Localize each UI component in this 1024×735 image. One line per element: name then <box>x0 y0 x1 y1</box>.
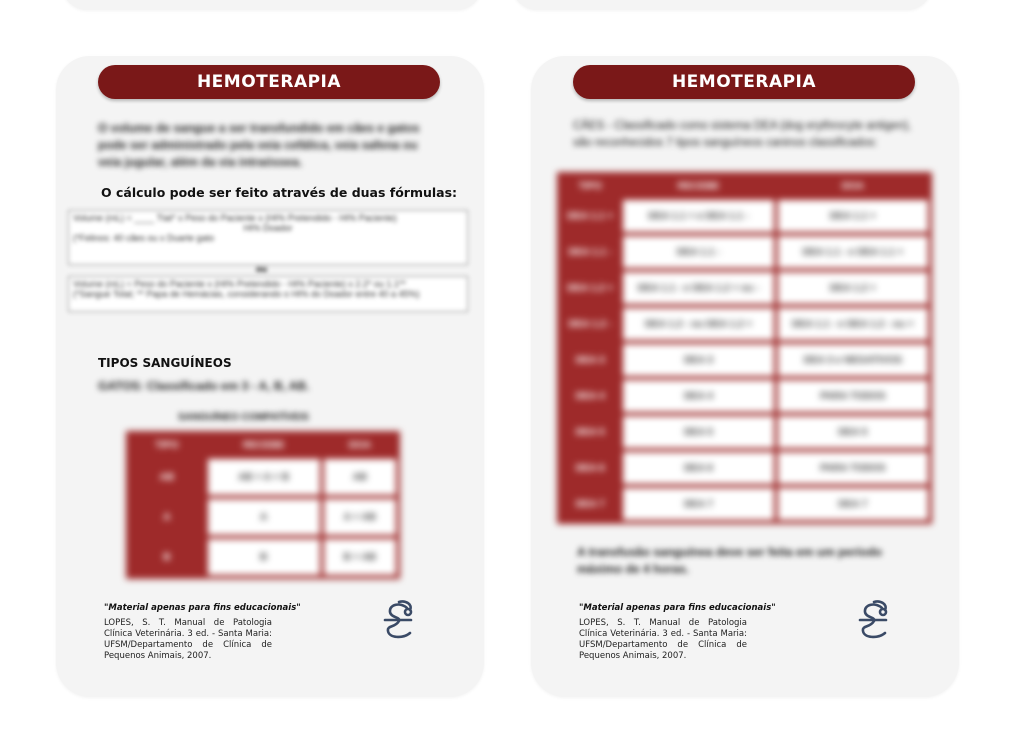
formula-or: ou <box>256 264 267 274</box>
table-cell: DEA 7 <box>778 488 928 520</box>
table-cell: DEA 1.1 - e DEA 1.1 + <box>778 236 928 268</box>
formula1-line1: Volume (mL) = ____ Ttat* x Peso do Paciente x (Ht% Pretendido - Ht% Paciente) <box>73 213 397 223</box>
transfusion-note: A transfusão sanguínea deve ser feita em um período máximo de 4 horas. <box>577 545 882 576</box>
table-cell: PARA TODOS <box>778 380 928 412</box>
table-cell: DEA 3 <box>561 344 619 376</box>
col-header: DOA <box>348 439 371 451</box>
table-cell: DEA 7 <box>561 488 619 520</box>
cats-line: GATOS: Classificado em 3 - A, B, AB. <box>98 379 310 393</box>
col-header: RECEBE <box>677 180 720 192</box>
credit-title: "Material apenas para fins educacionais" <box>104 603 301 613</box>
table-cell: DEA 1.2 - ou DEA 1.2 + <box>623 308 773 340</box>
table-cell: DEA 4 <box>623 380 773 412</box>
table-cell: DEA 1.1 + <box>778 200 928 232</box>
table-cell: B <box>208 539 320 575</box>
table-row <box>561 488 928 520</box>
formula-box-2 <box>68 276 468 312</box>
table-cell: DEA 6 <box>623 452 773 484</box>
table-cell: A + AB <box>324 499 396 535</box>
formula1-line3: (*Felinos: 40 cães ou x Duarte gato <box>73 233 215 243</box>
table-cell: DEA 1.2 - <box>561 308 619 340</box>
col-header: TIPO <box>155 439 179 451</box>
card-header: HEMOTERAPIA <box>98 65 440 99</box>
table-cell: AB <box>130 459 204 495</box>
card-right <box>531 56 959 697</box>
formula-heading: O cálculo pode ser feito através de duas fórmulas: <box>101 185 458 200</box>
table-cell: DEA 1.1 + <box>561 200 619 232</box>
card-left <box>56 56 484 697</box>
table-cell: B + AB <box>324 539 396 575</box>
table-cell: DEA 6 <box>561 452 619 484</box>
table-row <box>561 344 928 376</box>
table-cell: DEA 7 <box>623 488 773 520</box>
formula2-line1: Volume (mL) = Peso do Paciente x (Ht% Pretendido - Ht% Paciente) x 2.2* ou 1.1** <box>73 279 406 289</box>
table-cell: DEA 3 e NEGATIVOS <box>778 344 928 376</box>
table-row <box>561 200 928 232</box>
ornate-letter-logo-icon <box>852 598 896 642</box>
table-cell: DEA 1.1 + e DEA 1.1 - <box>623 200 773 232</box>
table-row <box>561 416 928 448</box>
table-row <box>130 499 396 535</box>
table-cell: DEA 5 <box>561 416 619 448</box>
table-cell: DEA 5 <box>778 416 928 448</box>
col-header: DOA <box>841 180 864 192</box>
table-cell: PARA TODOS <box>778 452 928 484</box>
cat-blood-table <box>126 431 400 579</box>
table-row <box>130 459 396 495</box>
table-cell: DEA 1.2 + <box>778 272 928 304</box>
table-row <box>561 380 928 412</box>
table-cell: DEA 1.1 - e DEA 1.2 + ou - <box>623 272 773 304</box>
table-row <box>561 272 928 304</box>
dog-blood-table <box>557 172 932 524</box>
table-caption: SANGUÍNEO COMPATÍVEIS <box>178 412 309 423</box>
formula2-line2: (*Sangue Total; ** Papa de Hemácias, considerando o Ht% do Doador entre 40 a 45%) <box>73 289 420 299</box>
credit-reference: LOPES, S. T. Manual de Patologia Clínica Veterinária. 3 ed. - Santa Maria: UFSM/Departamento de Clínica de Pequenos Animais, 2007. <box>579 618 747 661</box>
intro-text: O volume de sangue a ser transfundido em cães e gatos pode ser administrado pela veia cefálica, veia safena ou veia jugular, além da via intraóssea. <box>98 121 420 169</box>
credit-reference: LOPES, S. T. Manual de Patologia Clínica Veterinária. 3 ed. - Santa Maria: UFSM/Departamento de Clínica de Pequenos Animais, 2007. <box>104 618 272 661</box>
formula1-line2: Ht% Doador <box>243 223 293 233</box>
table-row <box>561 308 928 340</box>
previous-card-right <box>512 0 932 10</box>
ornate-letter-logo-icon <box>377 598 421 642</box>
credit-title: "Material apenas para fins educacionais" <box>579 603 776 613</box>
section-title: TIPOS SANGUÍNEOS <box>98 356 232 370</box>
table-cell: DEA 5 <box>623 416 773 448</box>
table-row <box>561 236 928 268</box>
card-header: HEMOTERAPIA <box>573 65 915 99</box>
formula-box-1 <box>68 210 468 265</box>
table-cell: AB <box>324 459 396 495</box>
table-cell: B <box>130 539 204 575</box>
table-cell: DEA 1.1 - <box>561 236 619 268</box>
table-cell: A <box>208 499 320 535</box>
previous-card-left <box>62 0 482 10</box>
table-row <box>561 452 928 484</box>
intro-text: CÃES - Classificado como sistema DEA (dog erythrocyte antigen), são reconhecidos 7 tipos sanguíneos caninos classificados: <box>573 120 912 149</box>
table-row <box>130 539 396 575</box>
table-cell: A <box>130 499 204 535</box>
table-cell: DEA 1.2 + <box>561 272 619 304</box>
col-header: TIPO <box>578 180 602 192</box>
table-cell: DEA 3 <box>623 344 773 376</box>
col-header: RECEBE <box>242 439 285 451</box>
table-cell: AB + A + B <box>208 459 320 495</box>
table-cell: DEA 1.1 - e DEA 1.2 - ou + <box>778 308 928 340</box>
table-cell: DEA 1.1 - <box>623 236 773 268</box>
table-cell: DEA 4 <box>561 380 619 412</box>
